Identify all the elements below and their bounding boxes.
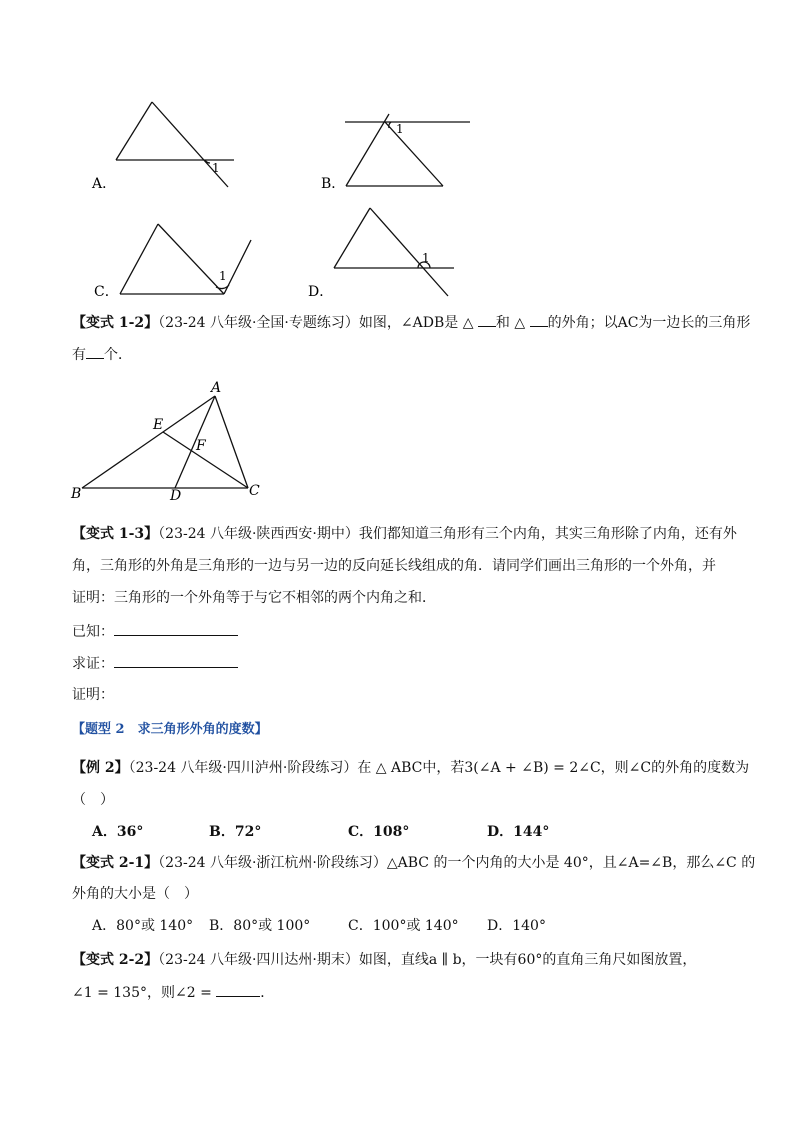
question-2-2-line1	[72, 950, 696, 970]
figure-c-angle-label: 1	[219, 269, 227, 283]
question-1-2-line2-end: 个．	[104, 347, 132, 363]
question-1-2-text-b: 和 △	[495, 315, 530, 331]
question-2-1-line1	[72, 853, 755, 873]
question-2-1-line2: 外角的大小是（ ）	[72, 886, 198, 902]
example-2-option-b[interactable]: B．72°	[209, 824, 262, 840]
example-2-option-c[interactable]: C．108°	[348, 824, 410, 840]
section-2-title: 【题型 2 求三角形外角的度数】	[72, 722, 268, 737]
question-1-2-tag: 【变式 1-2】	[72, 315, 159, 331]
example-2-option-d[interactable]: D．144°	[487, 824, 550, 840]
question-1-2-text-a: 如图，∠ADB是 △	[358, 315, 478, 331]
figure-b-angle-label: 1	[396, 122, 404, 136]
question-1-2-source: （23-24 八年级·全国·专题练习）	[158, 315, 359, 331]
point-d-label: D	[170, 488, 182, 504]
answer-blank-angle2[interactable]	[216, 982, 260, 997]
question-1-3-tag: 【变式 1-3】	[72, 526, 159, 542]
point-b-label: B	[71, 486, 82, 502]
figure-a-option-label: A．	[92, 176, 117, 192]
point-c-label: C	[249, 483, 260, 499]
figure-d-angle-label: 1	[422, 251, 430, 265]
question-2-2-text: （23-24 八年级·四川达州·期末）如图，直线a ∥ b，一块有60°的直角三角尺如图放置，	[158, 952, 697, 968]
known-blank[interactable]	[114, 621, 238, 636]
example-2-text: （23-24 八年级·四川泸州·阶段练习）在 △ ABC中，若3(∠A + ∠B) = 2∠C，则∠C的外角的度数为	[128, 760, 750, 776]
point-f-label: F	[196, 438, 206, 454]
question-2-2-tag: 【变式 2-2】	[72, 952, 159, 968]
prove-row	[72, 653, 238, 674]
question-2-1-tag: 【变式 2-1】	[72, 855, 159, 871]
question-2-1-text: （23-24 八年级·浙江杭州·阶段练习）△ABC 的一个内角的大小是 40°，且∠A=∠B，那么∠C 的	[158, 855, 756, 871]
figure-d-option-label: D．	[308, 284, 334, 300]
question-2-2-line2-end: ．	[260, 985, 275, 1001]
point-e-label: E	[153, 417, 164, 433]
segment-ac	[215, 396, 248, 488]
example-2-paren: （ ）	[72, 792, 114, 808]
question-2-2-line2-start: ∠1 = 135°，则∠2 =	[72, 985, 217, 1001]
point-a-label: A	[211, 380, 222, 396]
question-2-1-option-a[interactable]: A．80°或 140°	[92, 918, 194, 934]
question-1-2-line2-start: 有	[72, 347, 86, 363]
question-2-2-line2	[72, 982, 274, 1003]
figure-b-option-label: B．	[321, 176, 346, 192]
question-2-1-option-c[interactable]: C．100°或 140°	[348, 918, 459, 934]
example-2-line1	[72, 758, 749, 778]
question-1-3-text1: （23-24 八年级·陕西西安·期中）我们都知道三角形有三个内角，其实三角形除了内角，还有外	[158, 526, 737, 542]
prove-blank[interactable]	[114, 653, 238, 668]
figure-a-angle-label: 1	[212, 161, 220, 175]
prove-label: 求证：	[72, 656, 114, 672]
question-1-3-line3: 证明：三角形的一个外角等于与它不相邻的两个内角之和．	[72, 590, 436, 606]
proof-label: 证明：	[72, 687, 114, 703]
question-2-1-option-b[interactable]: B．80°或 100°	[209, 918, 311, 934]
question-2-1-option-d[interactable]: D．140°	[487, 918, 546, 934]
question-1-2-text-c: 的外角；以AC为一边长的三角形	[547, 315, 751, 331]
known-label: 已知：	[72, 624, 114, 640]
known-row	[72, 621, 238, 642]
question-1-3-line1	[72, 524, 737, 544]
example-2-tag: 【例 2】	[72, 760, 129, 776]
figure-c-option-label: C．	[94, 284, 119, 300]
question-1-3-line2: 角，三角形的外角是三角形的一边与另一边的反向延长线组成的角．请同学们画出三角形的一个外角，并	[72, 558, 716, 574]
example-2-option-a[interactable]: A．36°	[92, 824, 144, 840]
